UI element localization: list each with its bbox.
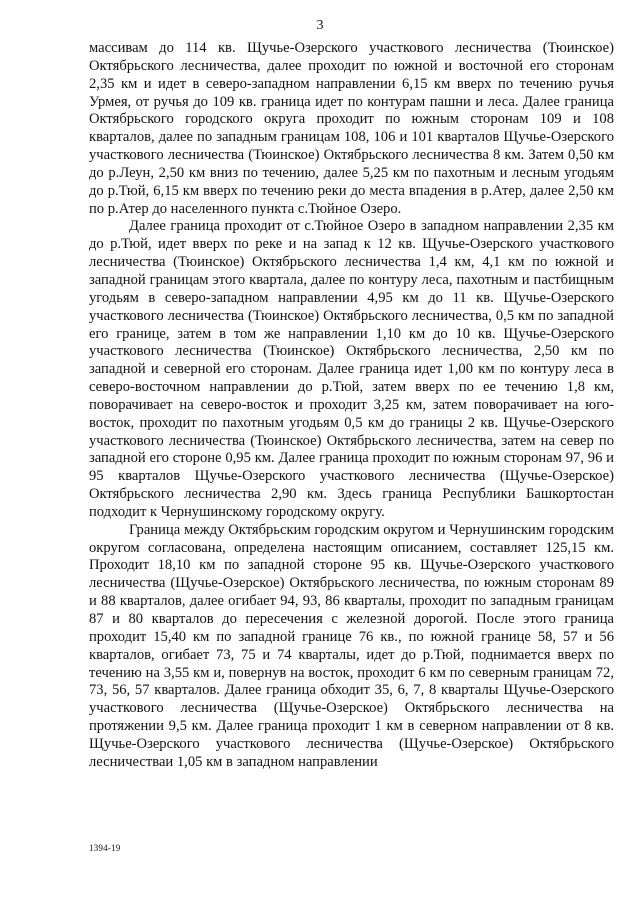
paragraph-boundary-west: Далее граница проходит от с.Тюйное Озеро в западном направлении 2,35 км до р.Тюй, идет вверх по реке и на запад к 12 кв. Щучье-Озерского участкового лесничества (Тюинское) Октябрьского лесничества 1,4 км, 4,1 км по южной и западной границам этого квартала, далее по контуру леса, пахотным и пастбищным угодьям в северо-западном направлении 4,95 км до 11 кв. Щучье-Озерского участкового лесничества (Тюинское) Октябрьского лесничества, 0,5 км по западной его границе, затем в том же направлении 1,10 км до 10 кв. Щучье-Озерского участкового лесничества (Тюинское) Октябрьского лесничества, 2,50 км по западной и северной его сторонам. Далее граница идет 1,00 км по контуру леса в северо-восточном направлении до р.Тюй, затем вверх по ее течению 1,8 км, поворачивает на северо-восток и проходит 3,25 км, затем поворачивает на юго-восток, проходит по пахотным угодьям 0,5 км до границы 2 кв. Щучье-Озерского участкового лесничества (Тюинское) Октябрьского лесничества, затем на север по западной его стороне 0,95 км. Далее граница проходит по южным сторонам 97, 96 и 95 кварталов Щучье-Озерского участкового лесничества (Щучье-Озерское) Октябрьского лесничества 2,90 км. Здесь граница Республики Башкортостан подходит к Чернушинскому городскому округу. bbox=[89, 218, 614, 520]
paragraph-boundary-chernushinsky: Граница между Октябрьским городским округом и Чернушинским городским округом согласована, определена настоящим описанием, составляет 125,15 км. Проходит 18,10 км по западной стороне 95 кв. Щучье-Озерского участкового лесничества (Щучье-Озерское) Октябрьского лесничества, по южным сторонам 89 и 88 кварталов, далее огибает 94, 93, 86 кварталы, проходит по западным границам 87 и 80 кварталов до пересечения с железной дорогой. После этого граница проходит 15,40 км по западной границе 76 кв., по южной границе 58, 57 и 56 кварталов, огибает 73, 75 и 74 кварталы, идет до р.Тюй, поднимается вверх по течению на 3,55 км и, повернув на восток, проходит 6 км по северным границам 72, 73, 56, 57 кварталов. Далее граница обходит 35, 6, 7, 8 кварталы Щучье-Озерского участкового лесничества (Щучье-Озерское) Октябрьского лесничества на протяжении 9,5 км. Далее граница проходит 1 км в северном направлении от 8 кв. Щучье-Озерского участкового лесничества (Щучье-Озерское) Октябрьского лесничестваи 1,05 км в западном направлении bbox=[89, 521, 614, 770]
document-code: 1394-19 bbox=[89, 843, 121, 853]
page-number: 3 bbox=[316, 18, 324, 33]
document-body bbox=[89, 40, 614, 772]
paragraph-continuation: массивам до 114 кв. Щучье-Озерского участкового лесничества (Тюинское) Октябрьского лесничества, далее проходит по южной и восточной его сторонам 2,35 км и идет в северо-западном направлении 6,15 км вверх по течению ручья Урмея, от ручья до 109 кв. граница идет по контурам пашни и леса. Далее граница Октябрьского городского округа проходит по южным сторонам 109 и 108 кварталов, далее по западным границам 108, 106 и 101 кварталов Щучье-Озерского участкового лесничества (Тюинское) Октябрьского лесничества 8 км. Затем 0,50 км до р.Леун, 2,50 км вниз по течению, далее 5,25 км по пахотным и лесным угодьям до р.Тюй, 6,15 км вверх по течению реки до места впадения в р.Атер, далее 2,50 км по р.Атер до населенного пункта с.Тюйное Озеро. bbox=[89, 40, 614, 217]
